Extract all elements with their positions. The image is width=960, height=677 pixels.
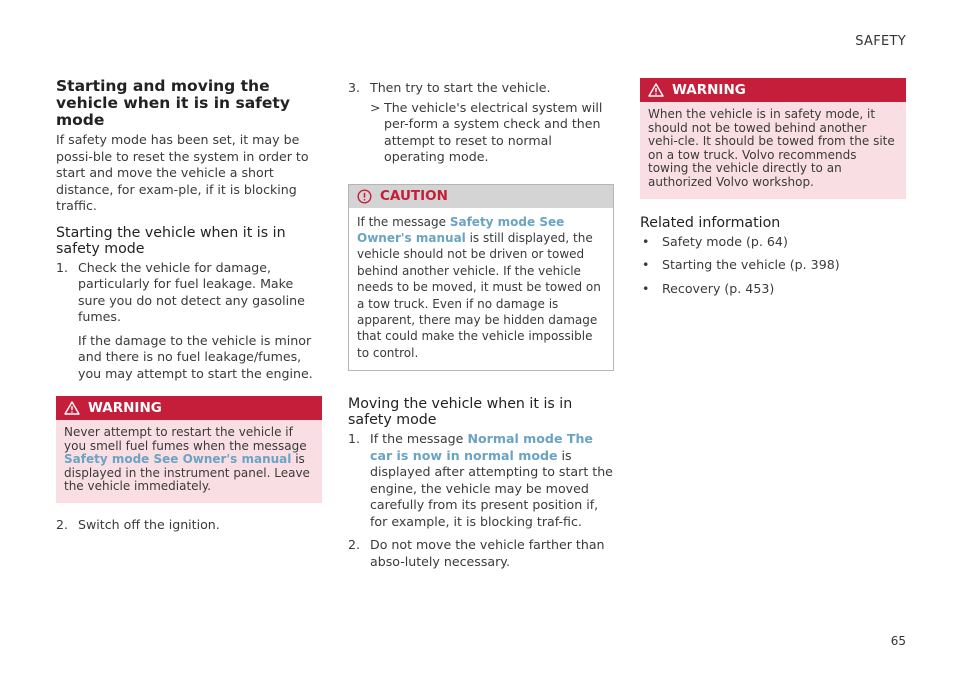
related-link-recovery[interactable] <box>640 281 906 298</box>
subheading-moving: Moving the vehicle when it is in safety mode <box>348 396 573 429</box>
warning-triangle-icon <box>648 83 664 97</box>
step-text: Check the vehicle for damage, particularly for fuel leakage. Make sure you do not detect any gasoline fumes. <box>78 259 305 324</box>
warning-triangle-icon <box>64 401 80 415</box>
warning-header <box>56 396 322 420</box>
caution-text-end: is still displayed, the vehicle should not be driven or towed behind another vehicle. If the vehicle needs to be moved, it must be towed on a tow truck. Even if no damage is apparent, there may be hidden damage that could make the vehicle impossible to control. <box>357 230 601 360</box>
caution-exclamation-icon <box>357 189 372 204</box>
display-message: Safety mode See Owner's manual <box>357 214 565 245</box>
step-text-start: If the message <box>370 431 468 447</box>
bullet-icon: • <box>642 257 650 273</box>
display-message: Safety mode See Owner's manual <box>64 452 292 467</box>
warning-body: When the vehicle is in safety mode, it should not be towed behind another vehi-cle. It should be towed from the site on a tow truck. Volvo recommends towing the vehicle directly to an authorized Volvo workshop. <box>648 107 895 189</box>
column-middle <box>348 80 614 570</box>
warning-box-fuel-fumes <box>56 396 322 503</box>
warning-header <box>640 78 906 102</box>
related-link-label: Recovery (p. 453) <box>662 280 775 296</box>
step-check-damage <box>56 260 322 383</box>
step-text <box>370 431 614 530</box>
caution-text: If the message <box>357 214 450 229</box>
warning-text-end: is displayed in the instrument panel. Leave the vehicle immediately. <box>64 452 310 494</box>
step-do-not-move-far <box>348 537 614 570</box>
display-message: Normal mode The car is now in normal mode <box>370 431 593 463</box>
bullet-icon: • <box>642 233 650 249</box>
column-left <box>56 78 322 533</box>
related-link-label: Starting the vehicle (p. 398) <box>662 257 840 273</box>
warning-title: WARNING <box>88 400 162 416</box>
step-number: 1. <box>56 259 69 275</box>
step-number: 2. <box>56 516 69 532</box>
result-text: The vehicle's electrical system will per-form a system check and then attempt to reset to normal operating mode. <box>384 99 603 164</box>
warning-body <box>56 420 322 503</box>
related-links-list <box>640 234 906 298</box>
bullet-icon: • <box>642 280 650 296</box>
intro-paragraph: If safety mode has been set, it may be possi-ble to reset the system in order to start and move the vehicle a short distance, for exam-ple, if it is blocking traffic. <box>56 132 309 213</box>
caution-title: CAUTION <box>380 188 448 204</box>
caution-box <box>348 184 614 372</box>
related-link-safety-mode[interactable] <box>640 234 906 251</box>
step-result <box>370 100 614 166</box>
section-header: SAFETY <box>855 34 906 49</box>
step-try-start <box>348 80 614 166</box>
step-number: 3. <box>348 80 361 95</box>
caution-header <box>349 185 613 208</box>
step-text: Do not move the vehicle farther than abso-lutely necessary. <box>370 537 605 569</box>
column-right <box>640 78 906 304</box>
page-number: 65 <box>890 634 906 648</box>
page-title: Starting and moving the vehicle when it is in safety mode <box>56 77 290 129</box>
warning-box-towing <box>640 78 906 199</box>
step-switch-off-ignition <box>56 517 322 534</box>
step-text: Then try to start the vehicle. <box>370 80 551 95</box>
related-link-starting-vehicle[interactable] <box>640 257 906 274</box>
subheading-starting: Starting the vehicle when it is in safety mode <box>56 224 286 257</box>
caution-body <box>349 208 613 371</box>
related-link-label: Safety mode (p. 64) <box>662 233 788 249</box>
step-text: Switch off the ignition. <box>78 516 220 532</box>
warning-text: Never attempt to restart the vehicle if you smell fuel fumes when the message <box>64 425 307 453</box>
warning-title: WARNING <box>672 82 746 98</box>
step-text-secondary: If the damage to the vehicle is minor and there is no fuel leakage/fumes, you may attempt to start the engine. <box>78 332 313 381</box>
step-number: 2. <box>348 537 361 553</box>
step-normal-mode <box>348 431 614 530</box>
step-number: 1. <box>348 431 361 447</box>
result-arrow-icon: > <box>370 99 381 115</box>
step-text-end: is displayed after attempting to start the engine, the vehicle may be moved carefully from its present position if, for example, it is blocking traf-fic. <box>370 447 613 529</box>
related-information-heading: Related information <box>640 214 781 231</box>
